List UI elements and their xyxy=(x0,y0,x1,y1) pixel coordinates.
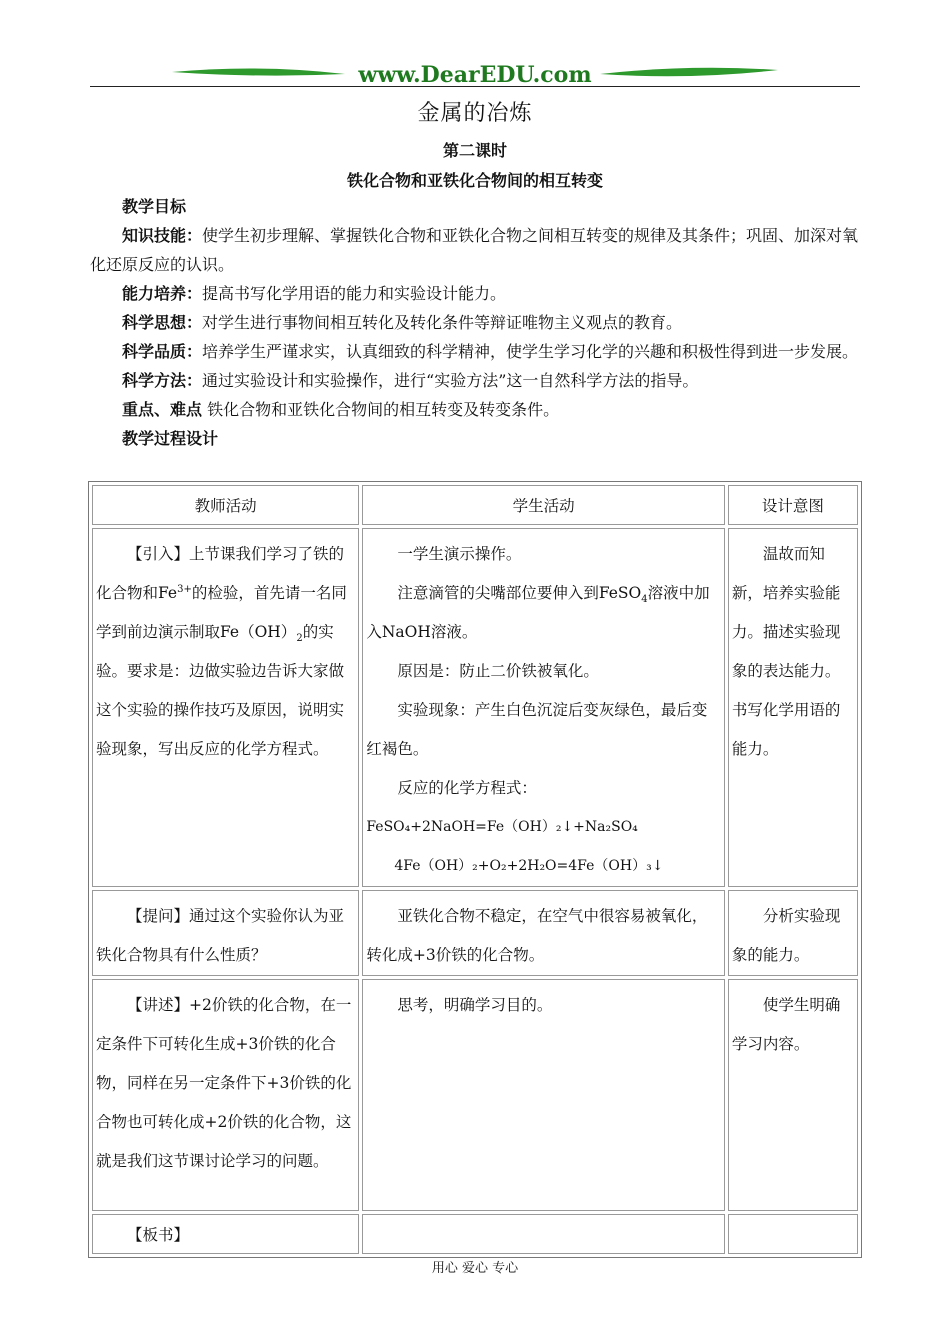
quality-text: 培养学生严谨求实，认真细致的科学精神，使学生学习化学的兴趣和积极性得到进一步发展。 xyxy=(202,342,859,361)
intent-text: 使学生明确学习内容。 xyxy=(731,996,841,1053)
header-rule xyxy=(90,86,860,87)
teacher-text: 【引入】上节课我们学习了铁的化合物和Fe xyxy=(96,545,345,602)
student-text: 亚铁化合物不稳定，在空气中很容易被氧化，转化成+3价铁的化合物。 xyxy=(366,907,708,964)
header-intent: 设计意图 xyxy=(728,485,858,525)
student-text: 实验现象：产生白色沉淀后变灰绿色，最后变红褐色。 xyxy=(366,701,708,758)
teacher-cell xyxy=(92,890,359,976)
student-text: 思考，明确学习目的。 xyxy=(397,996,553,1014)
intent-cell xyxy=(728,890,858,976)
thinking-text: 对学生进行事物间相互转化及转化条件等辩证唯物主义观点的教育。 xyxy=(202,313,683,332)
intent-cell xyxy=(728,979,858,1211)
table-row xyxy=(92,1214,858,1254)
method-label: 科学方法： xyxy=(122,371,203,390)
page-footer: 用心 爱心 专心 xyxy=(431,1261,519,1276)
intent-text: 温故而知新，培养实验能力。描述实验现象的表达能力。书写化学用语的能力。 xyxy=(731,545,841,758)
header-student: 学生活动 xyxy=(362,485,724,525)
student-text: 溶液中加入NaOH溶液。 xyxy=(366,584,710,641)
knowledge-text: 使学生初步理解、掌握铁化合物和亚铁化合物之间相互转变的规律及其条件；巩固、加深对氧化还原反应的认识。 xyxy=(90,226,859,274)
lesson-period: 第二课时 xyxy=(442,141,507,160)
intent-cell xyxy=(728,1214,858,1254)
teacher-cell xyxy=(92,1214,359,1254)
teacher-text: 【板书】 xyxy=(127,1226,190,1244)
teacher-cell xyxy=(92,979,359,1211)
knowledge-label: 知识技能： xyxy=(122,226,203,245)
teaching-process-table xyxy=(88,481,862,1258)
student-text: 原因是：防止二价铁被氧化。 xyxy=(397,662,599,680)
equation-2: 4Fe（OH）₂+O₂+2H₂O=4Fe（OH）₃↓ xyxy=(394,858,664,874)
subscript: 2 xyxy=(296,633,303,645)
student-text: 一学生演示操作。 xyxy=(397,545,522,563)
student-cell xyxy=(362,1214,724,1254)
student-text: 注意滴管的尖嘴部位要伸入到FeSO xyxy=(397,584,642,602)
logo-text: www.DearEDU.com xyxy=(358,62,592,88)
student-cell xyxy=(362,528,724,887)
process-heading: 教学过程设计 xyxy=(122,429,219,448)
student-cell xyxy=(362,890,724,976)
table-row xyxy=(92,890,858,976)
student-text: 反应的化学方程式： xyxy=(397,779,537,797)
page-title: 金属的冶炼 xyxy=(417,101,533,126)
header-logo xyxy=(170,60,780,88)
lesson-topic: 铁化合物和亚铁化合物间的相互转变 xyxy=(346,171,603,190)
table-header-row xyxy=(92,485,858,525)
superscript: 3+ xyxy=(177,583,192,595)
teacher-text: 【提问】通过这个实验你认为亚铁化合物具有什么性质？ xyxy=(96,907,345,964)
teacher-text: 的实验。要求是：边做实验边告诉大家做这个实验的操作技巧及原因，说明实验现象，写出反应的化学方程式。 xyxy=(96,623,345,758)
teacher-cell xyxy=(92,528,359,887)
objectives-section xyxy=(90,192,860,453)
ability-label: 能力培养： xyxy=(122,284,203,303)
equation-1: FeSO₄+2NaOH=Fe（OH）₂↓+Na₂SO₄ xyxy=(366,819,638,835)
ability-text: 提高书写化学用语的能力和实验设计能力。 xyxy=(202,284,507,303)
table-row xyxy=(92,979,858,1211)
intent-text: 分析实验现象的能力。 xyxy=(731,907,841,964)
teacher-text: 的检验，首先请一名同学到前边演示制取Fe（OH） xyxy=(96,584,347,641)
key-text: 铁化合物和亚铁化合物间的相互转变及转变条件。 xyxy=(202,400,560,419)
intent-cell xyxy=(728,528,858,887)
method-text: 通过实验设计和实验操作，进行“实验方法”这一自然科学方法的指导。 xyxy=(202,371,699,390)
key-label: 重点、难点 xyxy=(122,400,203,419)
header-teacher: 教师活动 xyxy=(92,485,359,525)
thinking-label: 科学思想： xyxy=(122,313,203,332)
teacher-text: 【讲述】+2价铁的化合物，在一定条件下可转化生成+3价铁的化合物，同样在另一定条件下+3价铁的化合物也可转化成+2价铁的化合物，这就是我们这节课讨论学习的问题。 xyxy=(96,996,352,1170)
subscript: 4 xyxy=(641,594,648,606)
student-cell xyxy=(362,979,724,1211)
table-row xyxy=(92,528,858,887)
objectives-heading: 教学目标 xyxy=(122,197,187,216)
quality-label: 科学品质： xyxy=(122,342,203,361)
